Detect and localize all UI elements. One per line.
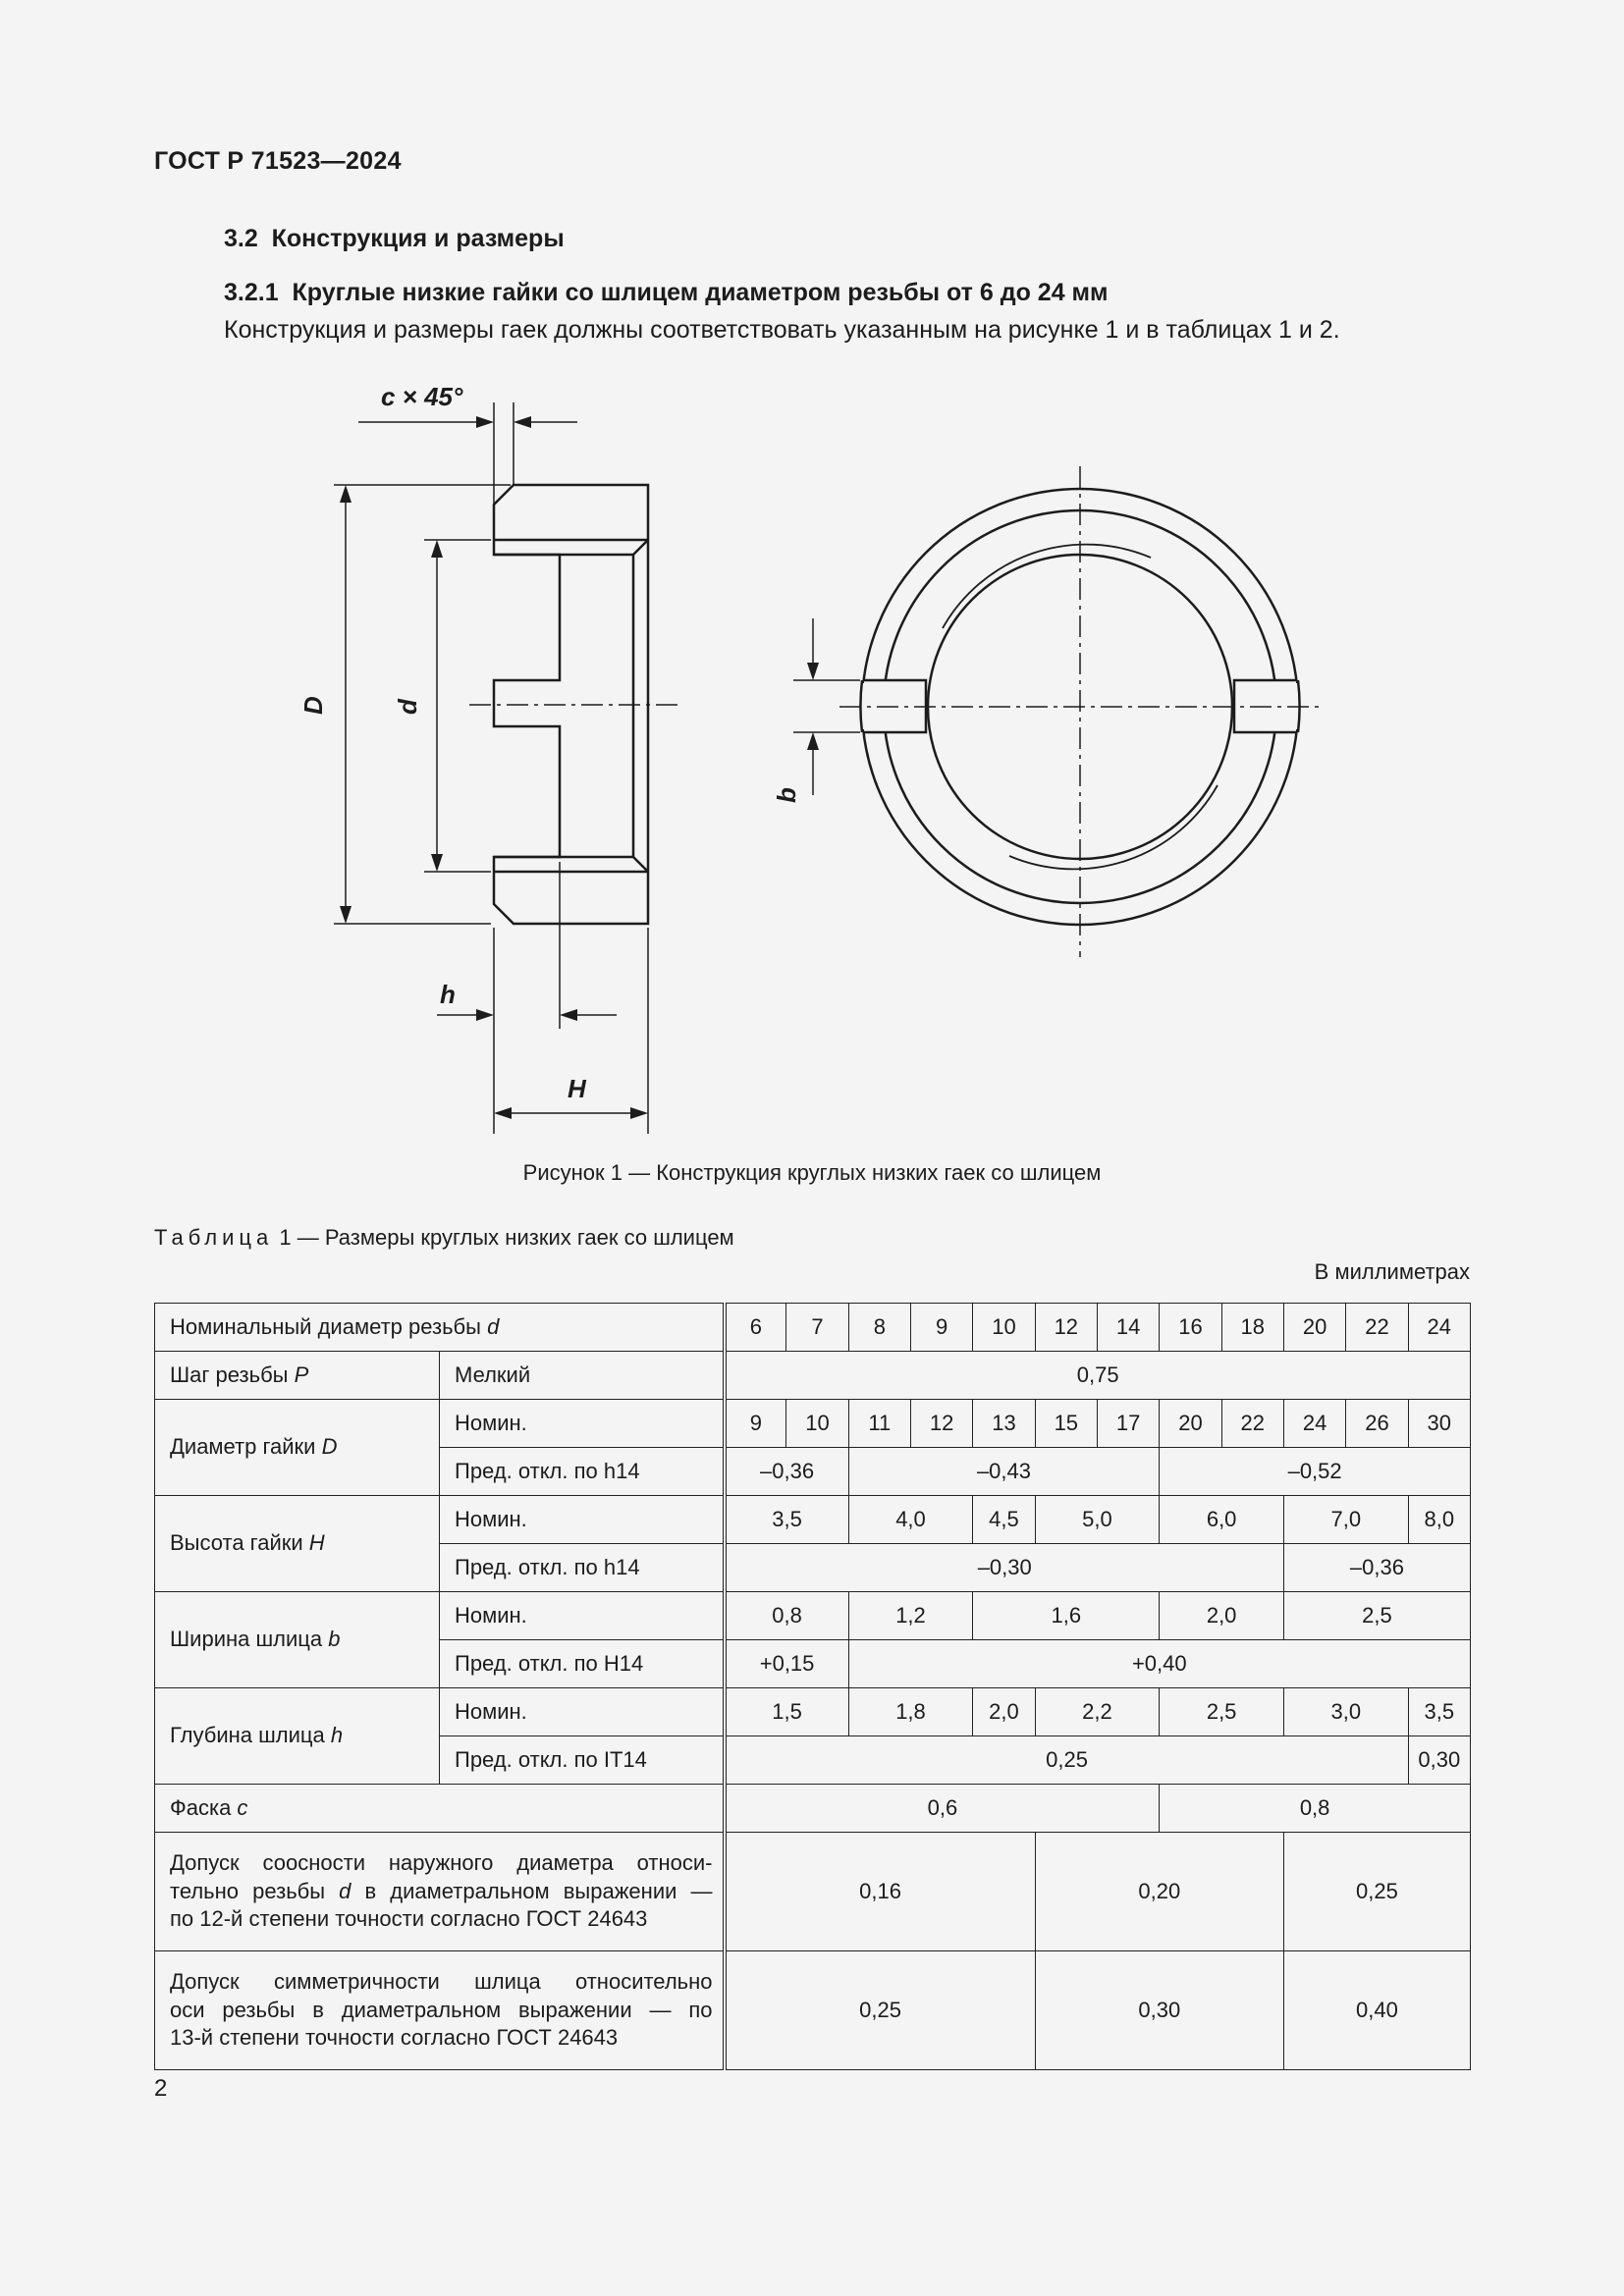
value-cell: 0,8 [1160,1785,1471,1833]
nominal-sublabel: Номин. [440,1400,725,1448]
tolerance-sublabel: Пред. откл. по H14 [440,1640,725,1688]
value-cell: –0,52 [1160,1448,1471,1496]
pitch-label: Шаг резьбы P [155,1352,440,1400]
value-cell: 17 [1097,1400,1159,1448]
table-units: В миллиметрах [1314,1259,1470,1284]
value-cell: 0,6 [725,1785,1160,1833]
table-row [155,1304,1471,1352]
document-id: ГОСТ Р 71523—2024 [154,147,402,175]
label-b: b [772,787,801,803]
nut-height-label: Высота гайки H [155,1496,440,1592]
diameter-cell: 16 [1160,1304,1221,1352]
label-d: d [393,699,422,715]
value-cell: 24 [1283,1400,1345,1448]
pitch-value: 0,75 [725,1352,1471,1400]
value-cell: 26 [1346,1400,1408,1448]
dimensions-table [154,1303,1471,2070]
diameter-cell: 6 [725,1304,786,1352]
value-cell: +0,15 [725,1640,849,1688]
value-cell: 2,0 [973,1688,1035,1736]
value-cell: 0,16 [725,1833,1036,1951]
diameter-cell: 22 [1346,1304,1408,1352]
coaxial-tolerance-label: Допуск соосности наружного диаметра относи- тельно резьбы d в диаметральном выражении — по 12-й степени точности согласно ГОСТ 24643 [155,1833,725,1951]
value-cell: 0,20 [1035,1833,1283,1951]
value-cell: 0,25 [1283,1833,1470,1951]
value-cell: –0,36 [725,1448,849,1496]
table-caption-text: 1 — Размеры круглых низких гаек со шлицем [273,1225,734,1250]
table-row [155,1688,1471,1736]
value-cell: 12 [910,1400,972,1448]
table-row [155,1352,1471,1400]
label-H: H [568,1074,586,1103]
diameter-cell: 14 [1097,1304,1159,1352]
value-cell: 9 [725,1400,786,1448]
value-cell: 3,0 [1283,1688,1408,1736]
value-cell: 0,30 [1035,1951,1283,2070]
pitch-sublabel: Мелкий [440,1352,725,1400]
value-cell: 6,0 [1160,1496,1284,1544]
tolerance-sublabel: Пред. откл. по IT14 [440,1736,725,1785]
nominal-diameter-label: Номинальный диаметр резьбы d [155,1304,725,1352]
value-cell: +0,40 [848,1640,1470,1688]
value-cell: 22 [1221,1400,1283,1448]
page-number: 2 [154,2075,168,2102]
label-chamfer: c × 45° [381,382,463,411]
value-cell: 13 [973,1400,1035,1448]
value-cell: 4,5 [973,1496,1035,1544]
value-cell: 3,5 [725,1496,849,1544]
table-row [155,1785,1471,1833]
value-cell: 1,5 [725,1688,849,1736]
section-title: 3.2 Конструкция и размеры [224,225,565,252]
nominal-sublabel: Номин. [440,1496,725,1544]
table-row [155,1833,1471,1951]
value-cell: 3,5 [1408,1688,1470,1736]
value-cell: 30 [1408,1400,1470,1448]
diameter-cell: 10 [973,1304,1035,1352]
value-cell: 0,25 [725,1736,1409,1785]
chamfer-label: Фаска c [155,1785,725,1833]
value-cell: 20 [1160,1400,1221,1448]
value-cell: 8,0 [1408,1496,1470,1544]
value-cell: 1,2 [848,1592,973,1640]
value-cell: 2,5 [1283,1592,1470,1640]
diameter-cell: 8 [848,1304,910,1352]
value-cell: 5,0 [1035,1496,1160,1544]
value-cell: 0,30 [1408,1736,1470,1785]
value-cell: 0,8 [725,1592,849,1640]
diameter-cell: 20 [1283,1304,1345,1352]
table-caption [154,1225,734,1251]
value-cell: –0,43 [848,1448,1160,1496]
diameter-cell: 7 [786,1304,848,1352]
value-cell: 15 [1035,1400,1097,1448]
figure-caption: Рисунок 1 — Конструкция круглых низких гаек со шлицем [522,1160,1102,1185]
nut-diameter-label: Диаметр гайки D [155,1400,440,1496]
value-cell: –0,36 [1283,1544,1470,1592]
body-paragraph: Конструкция и размеры гаек должны соответствовать указанным на рисунке 1 и в таблицах 1 и 2. [224,316,1340,344]
diameter-cell: 12 [1035,1304,1097,1352]
tolerance-sublabel: Пред. откл. по h14 [440,1544,725,1592]
nominal-sublabel: Номин. [440,1592,725,1640]
value-cell: 4,0 [848,1496,973,1544]
value-cell: 11 [848,1400,910,1448]
table-row [155,1496,1471,1544]
nominal-sublabel: Номин. [440,1688,725,1736]
value-cell: –0,30 [725,1544,1284,1592]
value-cell: 10 [786,1400,848,1448]
value-cell: 1,8 [848,1688,973,1736]
value-cell: 1,6 [973,1592,1160,1640]
symmetry-tolerance-label: Допуск симметричности шлица относительно оси резьбы в диаметральном выражении — по 13-й степени точности согласно ГОСТ 24643 [155,1951,725,2070]
diameter-cell: 24 [1408,1304,1470,1352]
table-row [155,1400,1471,1448]
label-h: h [440,980,456,1009]
slot-width-label: Ширина шлица b [155,1592,440,1688]
tolerance-sublabel: Пред. откл. по h14 [440,1448,725,1496]
label-D: D [298,696,328,715]
subsection-title: 3.2.1 Круглые низкие гайки со шлицем диаметром резьбы от 6 до 24 мм [224,279,1109,306]
value-cell: 7,0 [1283,1496,1408,1544]
value-cell: 0,40 [1283,1951,1470,2070]
value-cell: 2,5 [1160,1688,1284,1736]
value-cell: 2,0 [1160,1592,1284,1640]
diameter-cell: 18 [1221,1304,1283,1352]
table-caption-prefix: Таблица [154,1225,274,1250]
table-row [155,1592,1471,1640]
table-row [155,1951,1471,2070]
diameter-cell: 9 [910,1304,972,1352]
value-cell: 2,2 [1035,1688,1160,1736]
slot-depth-label: Глубина шлица h [155,1688,440,1785]
value-cell: 0,25 [725,1951,1036,2070]
